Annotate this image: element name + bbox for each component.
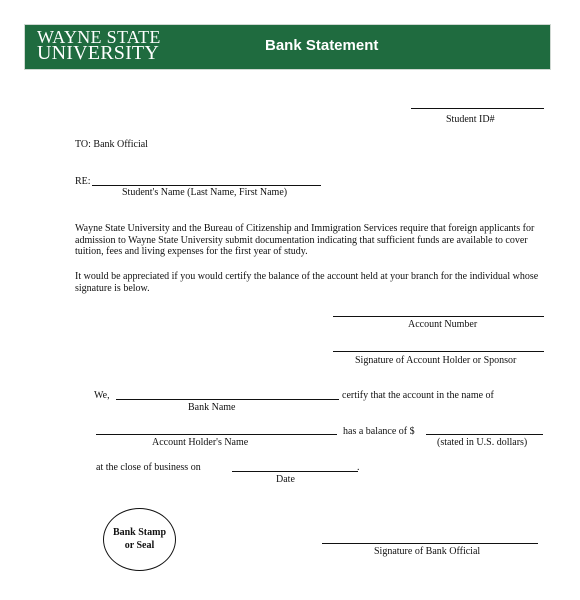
account-holder-signature-label: Signature of Account Holder or Sponsor bbox=[355, 355, 517, 366]
header-banner bbox=[24, 24, 551, 70]
we-label: We, bbox=[94, 390, 110, 401]
date-label: Date bbox=[276, 474, 295, 485]
account-number-label: Account Number bbox=[408, 319, 478, 330]
student-name-line[interactable] bbox=[92, 185, 321, 186]
stated-dollars-label: (stated in U.S. dollars) bbox=[437, 437, 528, 448]
stamp-line-1: Bank Stamp bbox=[112, 527, 167, 538]
bank-official-signature-line[interactable] bbox=[322, 543, 538, 544]
student-name-label: Student's Name (Last Name, First Name) bbox=[122, 187, 288, 198]
bank-stamp-circle bbox=[103, 508, 176, 571]
bank-official-signature-label: Signature of Bank Official bbox=[374, 546, 481, 557]
logo-line-2: UNIVERSITY bbox=[37, 42, 159, 64]
bank-name-label: Bank Name bbox=[188, 402, 236, 413]
intro-paragraph: Wayne State University and the Bureau of Citizenship and Immigration Services require that foreign applicants for admission to Wayne State University submit documentation indicating that sufficient funds are available to cover tuition, fees and living expenses for the first year of study. bbox=[75, 223, 535, 257]
to-line: TO: Bank Official bbox=[75, 139, 148, 150]
date-line[interactable] bbox=[232, 471, 358, 472]
request-paragraph: It would be appreciated if you would certify the balance of the account held at your branch for the individual whose signature is below. bbox=[75, 271, 539, 294]
account-holder-signature-line[interactable] bbox=[333, 351, 544, 352]
student-id-line[interactable] bbox=[411, 108, 544, 109]
stamp-line-2: or Seal bbox=[124, 540, 155, 551]
page-title: Bank Statement bbox=[265, 37, 379, 54]
balance-text: has a balance of $ bbox=[343, 426, 415, 437]
student-id-label: Student ID# bbox=[446, 114, 495, 125]
close-business-text: at the close of business on bbox=[96, 462, 201, 473]
account-number-line[interactable] bbox=[333, 316, 544, 317]
certify-text: certify that the account in the name of bbox=[342, 390, 494, 401]
bank-name-line[interactable] bbox=[116, 399, 339, 400]
balance-amount-line[interactable] bbox=[426, 434, 543, 435]
logo-line-1: WAYNE STATE bbox=[37, 27, 161, 47]
account-holder-name-label: Account Holder's Name bbox=[152, 437, 249, 448]
re-label: RE: bbox=[75, 176, 91, 187]
period-mark: . bbox=[357, 462, 360, 473]
account-holder-name-line[interactable] bbox=[96, 434, 337, 435]
university-logo bbox=[37, 27, 161, 64]
